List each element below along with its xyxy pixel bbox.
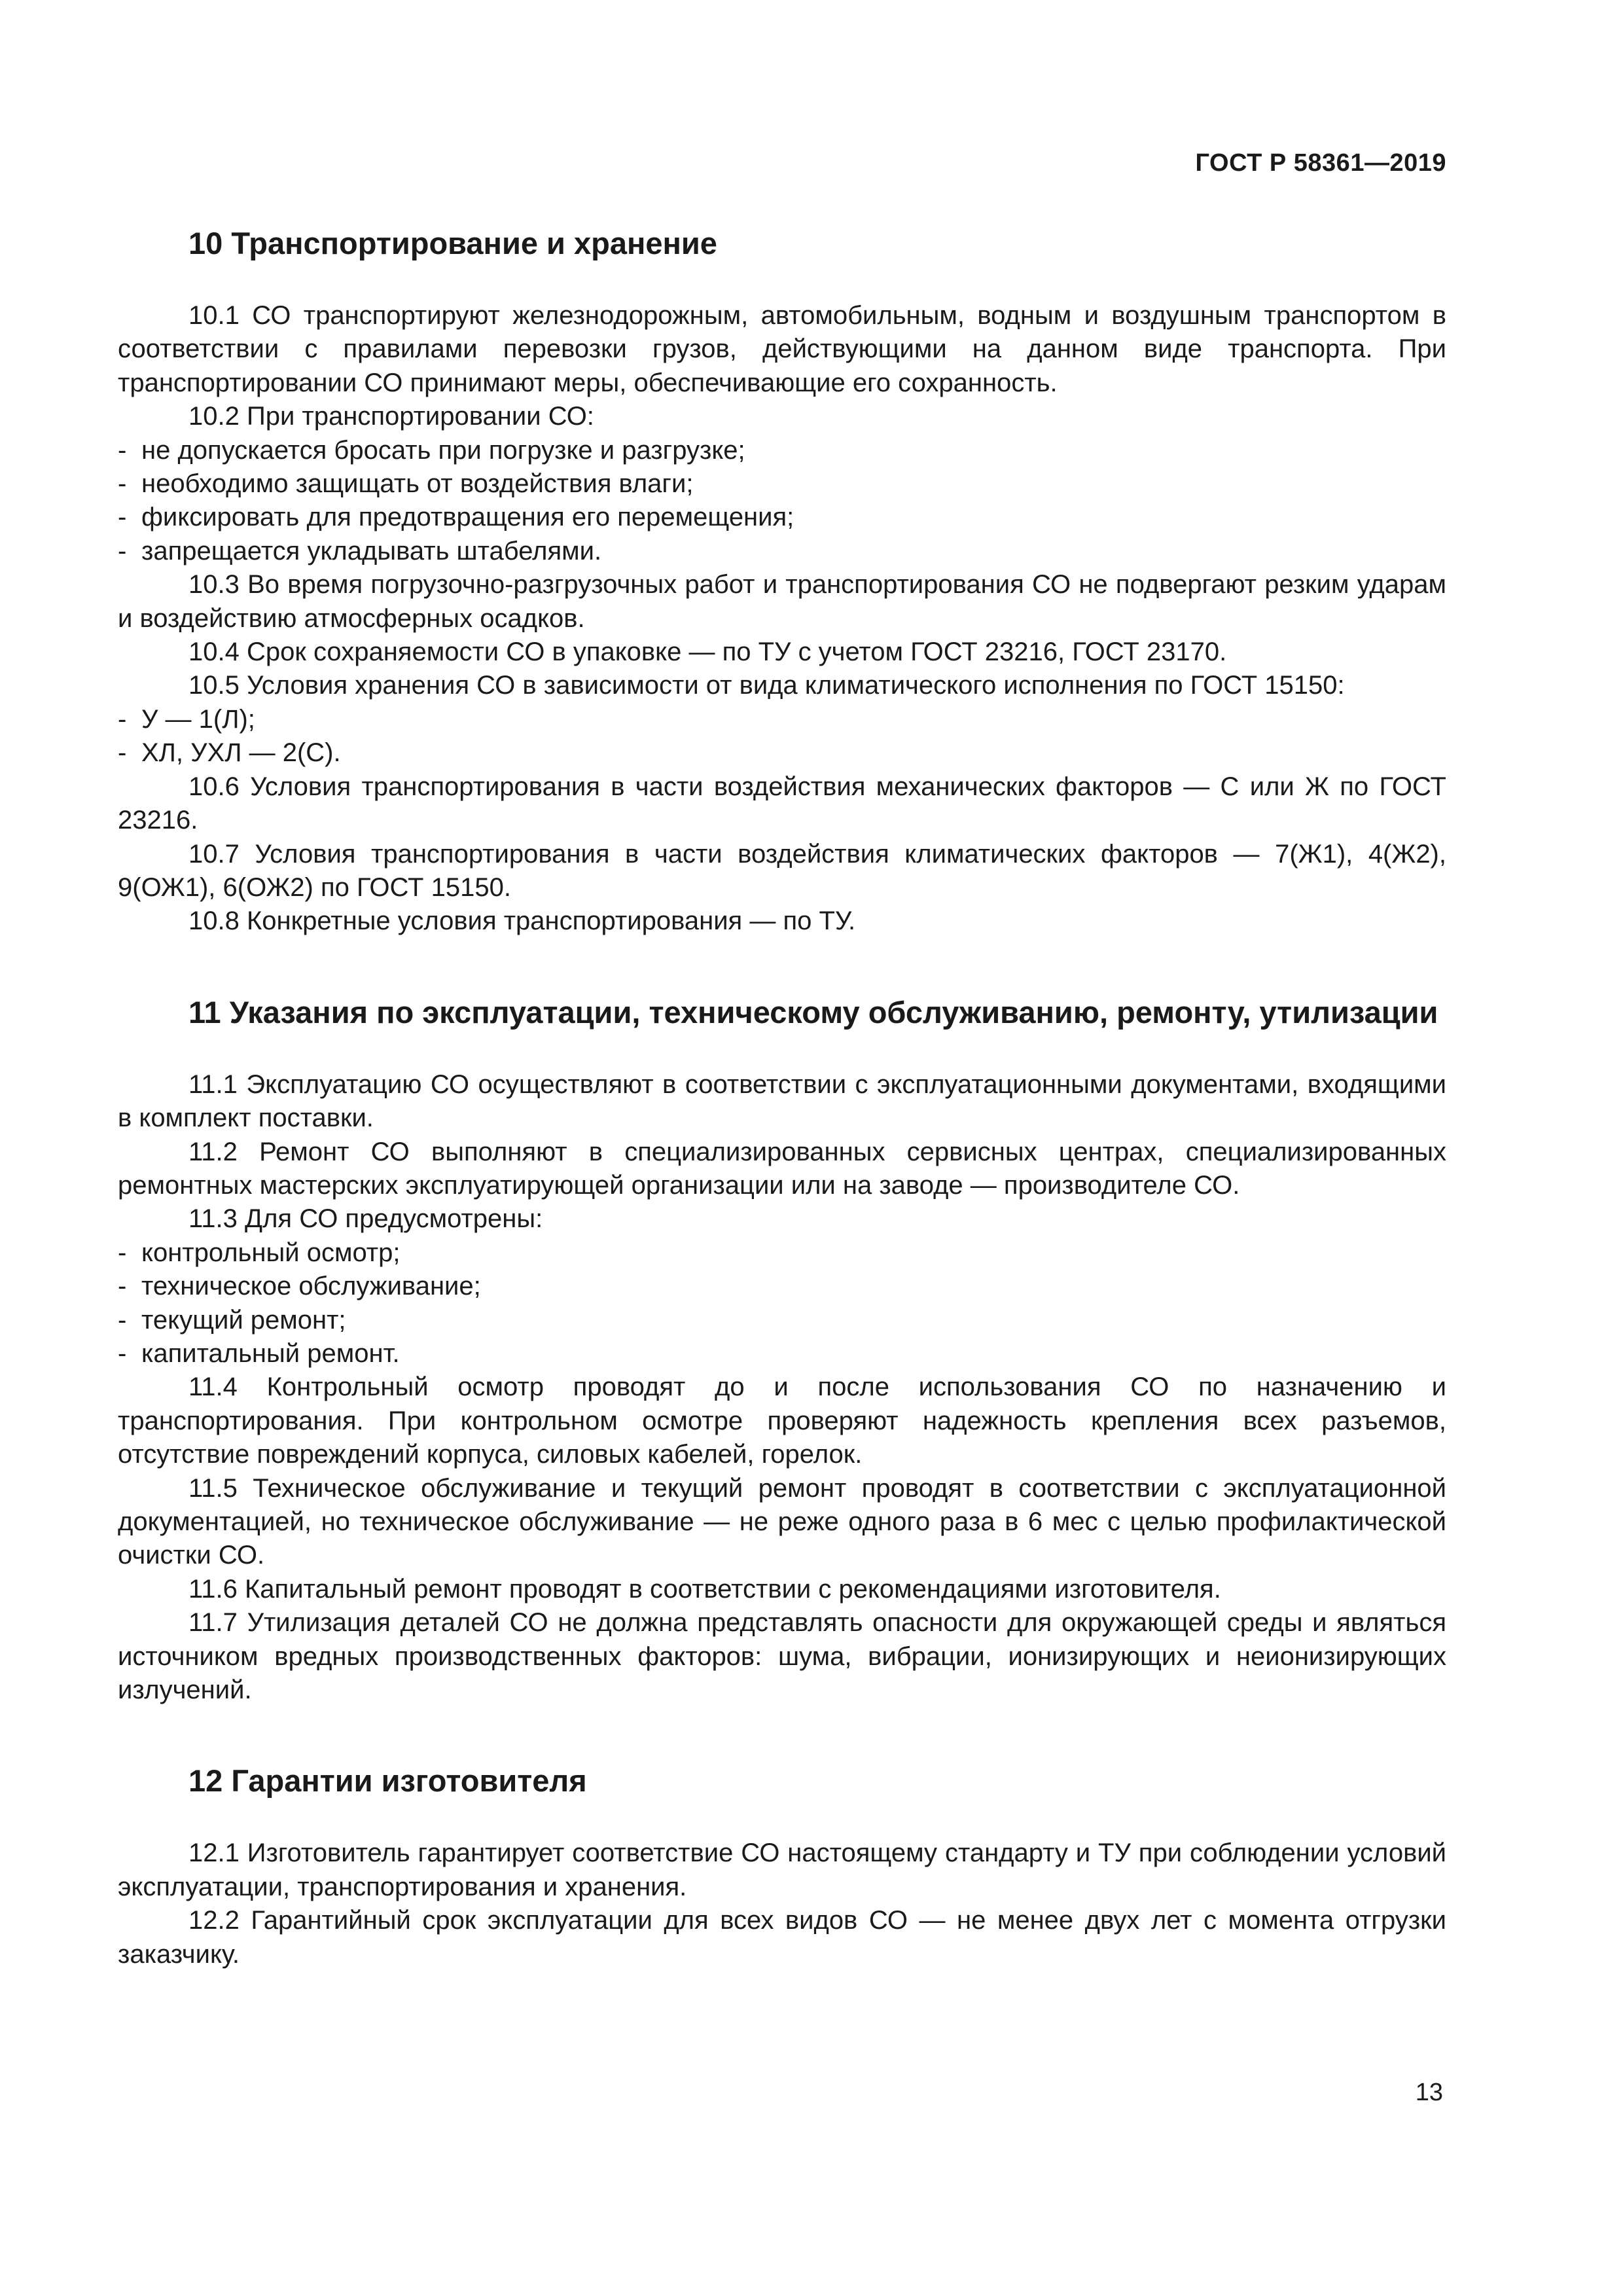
paragraph: 11.4 Контрольный осмотр проводят до и после использования СО по назначению и транспортирования. При контрольном осмотре проверяют надежность крепления всех разъемов, отсутствие повреждений корпуса, силовых кабелей, горелок.	[118, 1372, 1446, 1469]
list-dash: -	[118, 435, 127, 465]
list-item-text: У — 1(Л);	[141, 704, 255, 734]
list-item	[118, 1304, 1446, 1337]
list-item	[118, 535, 1446, 568]
list-item	[118, 501, 1446, 534]
list-item	[118, 434, 1446, 467]
paragraph: 12.2 Гарантийный срок эксплуатации для всех видов СО — не менее двух лет с момента отгрузки заказчику.	[118, 1906, 1446, 1969]
list-dash: -	[118, 1305, 127, 1335]
paragraph: 10.7 Условия транспортирования в части воздействия климатических факторов — 7(Ж1), 4(Ж2), 9(ОЖ1), 6(ОЖ2) по ГОСТ 15150.	[118, 839, 1446, 902]
section-body	[118, 1837, 1446, 1971]
section-heading: 11 Указания по эксплуатации, техническому обслуживанию, ремонту, утилизации	[188, 994, 1438, 1030]
list-dash: -	[118, 1272, 127, 1301]
document-content	[118, 219, 1446, 1971]
list-dash: -	[118, 1338, 127, 1368]
list-item	[118, 703, 1446, 736]
list-dash: -	[118, 704, 127, 734]
page-number: 13	[1415, 2079, 1443, 2106]
list-item-text: капитальный ремонт.	[141, 1338, 400, 1368]
list-item	[118, 1337, 1446, 1371]
paragraph: 11.2 Ремонт СО выполняют в специализированных сервисных центрах, специализированных ремонтных мастерских эксплуатирующей организации или на заводе — производителе СО.	[118, 1137, 1446, 1200]
list-item	[118, 467, 1446, 501]
paragraph: 10.5 Условия хранения СО в зависимости от вида климатического исполнения по ГОСТ 15150:	[188, 671, 1345, 700]
paragraph: 12.1 Изготовитель гарантирует соответствие СО настоящему стандарту и ТУ при соблюдении условий эксплуатации, транспортирования и хранения.	[118, 1839, 1446, 1901]
list-item-text: запрещается укладывать штабелями.	[141, 536, 602, 565]
paragraph: 10.1 СО транспортируют железнодорожным, автомобильным, водным и воздушным транспортом в соответствии с правилами перевозки грузов, действующими на данном виде транспорта. При транспортировании СО принимают меры, обеспечивающие его сохранность.	[118, 301, 1446, 397]
section-body	[118, 1068, 1446, 1708]
list-item	[118, 736, 1446, 770]
paragraph: 10.4 Срок сохраняемости СО в упаковке — по ТУ с учетом ГОСТ 23216, ГОСТ 23170.	[188, 637, 1227, 667]
document-code: ГОСТ Р 58361—2019	[1195, 149, 1446, 177]
paragraph: 11.3 Для СО предусмотрены:	[188, 1204, 543, 1234]
list-dash: -	[118, 738, 127, 768]
list-dash: -	[118, 1238, 127, 1267]
list-item-text: техническое обслуживание;	[141, 1272, 481, 1301]
paragraph: 11.1 Эксплуатацию СО осуществляют в соответствии с эксплуатационными документами, входящими в комплект поставки.	[118, 1069, 1446, 1133]
list-dash: -	[118, 503, 127, 532]
list-item-text: фиксировать для предотвращения его перемещения;	[141, 503, 794, 532]
list-item-text: контрольный осмотр;	[141, 1238, 401, 1267]
list-item-text: необходимо защищать от воздействия влаги;	[141, 469, 694, 499]
section-heading: 12 Гарантии изготовителя	[188, 1763, 587, 1799]
list-item-text: не допускается бросать при погрузке и разгрузке;	[141, 435, 745, 465]
section-body	[118, 299, 1446, 939]
list-item	[118, 1270, 1446, 1303]
list-item	[118, 1236, 1446, 1270]
paragraph: 11.5 Техническое обслуживание и текущий ремонт проводят в соответствии с эксплуатационной документацией, но техническое обслуживание — не реже одного раза в 6 мес с целью профилактической очистки СО.	[118, 1473, 1446, 1570]
paragraph: 10.3 Во время погрузочно-разгрузочных работ и транспортирования СО не подвергают резким ударам и воздействию атмосферных осадков.	[118, 570, 1446, 633]
list-dash: -	[118, 536, 127, 565]
list-item-text: текущий ремонт;	[141, 1305, 346, 1335]
paragraph: 11.7 Утилизация деталей СО не должна представлять опасности для окружающей среды и являться источником вредных производственных факторов: шума, вибрации, ионизирующих и неионизирующих излучений.	[118, 1608, 1446, 1705]
paragraph: 10.6 Условия транспортирования в части воздействия механических факторов — С или Ж по ГОСТ 23216.	[118, 772, 1446, 835]
list-item-text: ХЛ, УХЛ — 2(С).	[141, 738, 341, 768]
section-heading: 10 Транспортирование и хранение	[188, 226, 717, 260]
paragraph: 11.6 Капитальный ремонт проводят в соответствии с рекомендациями изготовителя.	[188, 1574, 1221, 1604]
paragraph: 10.2 При транспортировании СО:	[188, 402, 594, 431]
list-dash: -	[118, 469, 127, 499]
paragraph: 10.8 Конкретные условия транспортирования — по ТУ.	[188, 906, 856, 936]
